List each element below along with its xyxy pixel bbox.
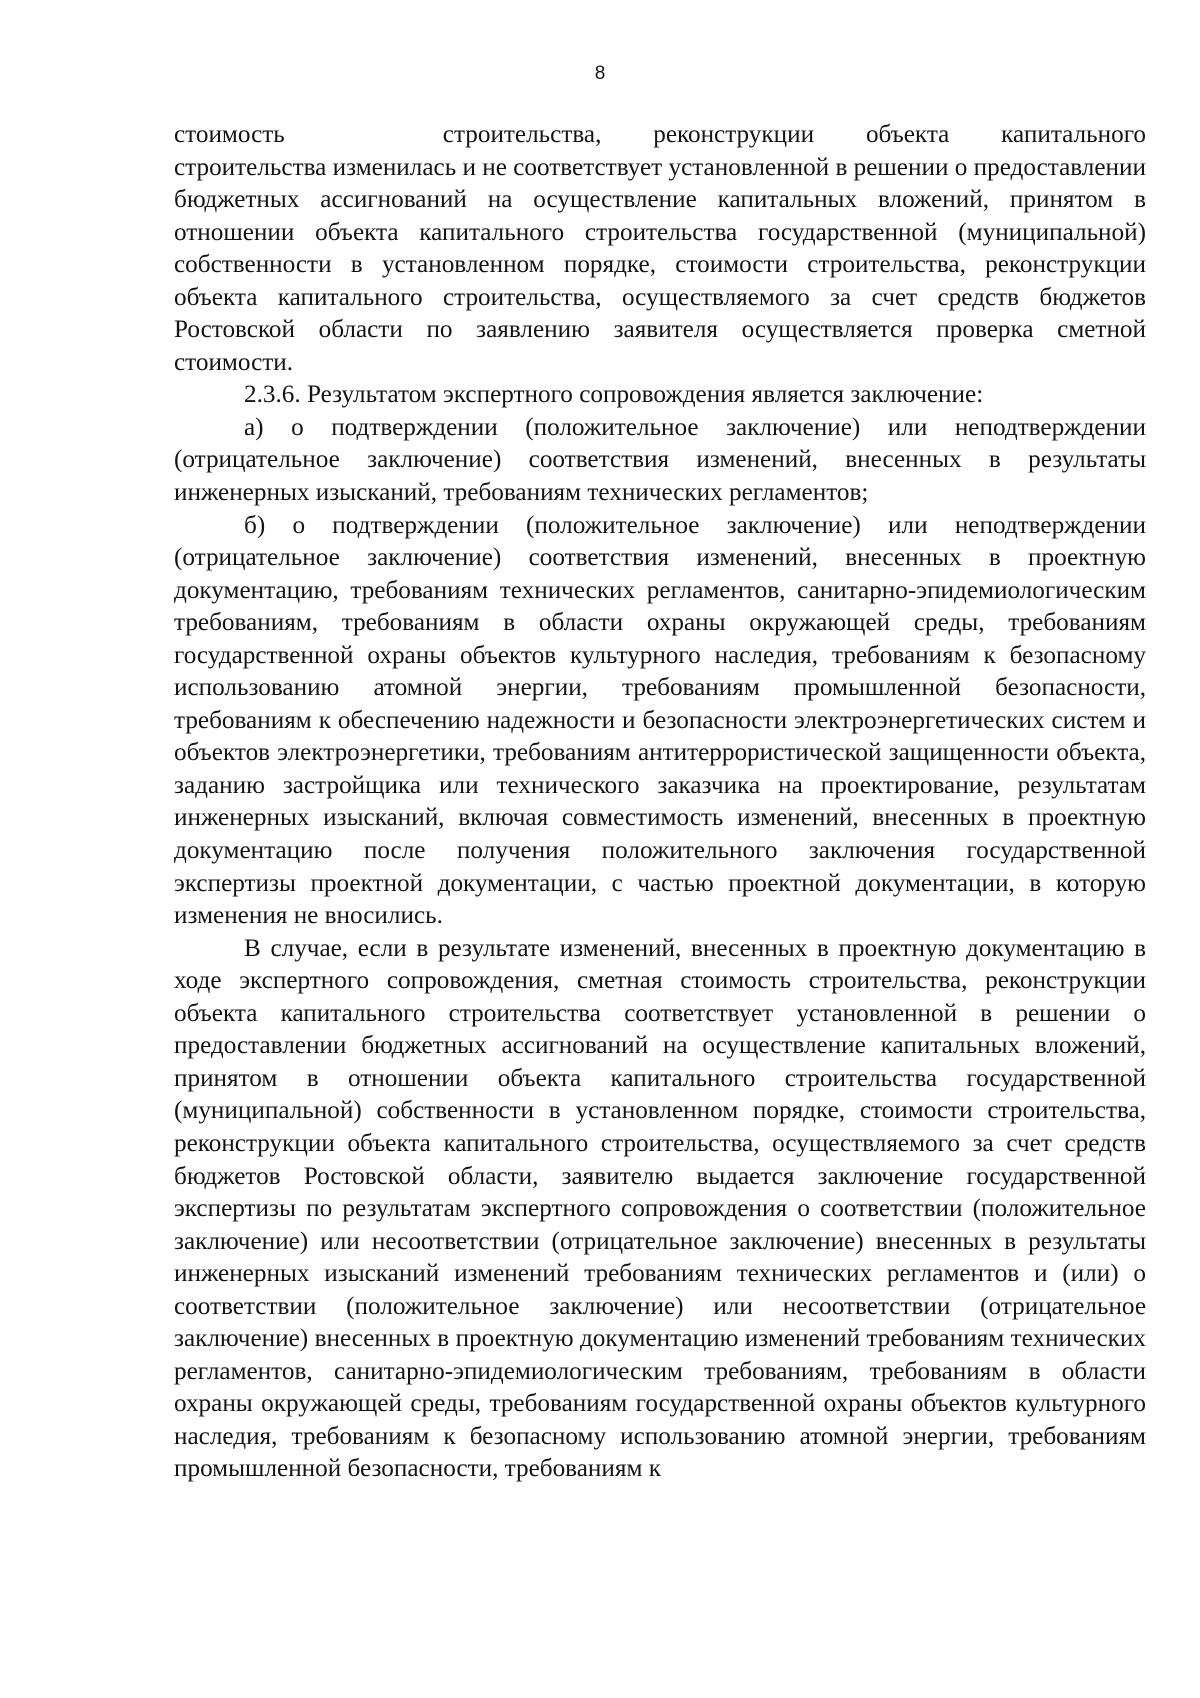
paragraph-item-a: а) о подтверждении (положительное заключение) или неподтверждении (отрицательное заключение) соответствия изменений, внесенных в результаты инженерных изысканий, требованиям технических регламентов; (174, 413, 1146, 507)
paragraph-case: В случае, если в результате изменений, внесенных в проектную документацию в ходе экспертного сопровождения, сметная стоимость строительства, реконструкции объекта капитального строительства соответствует установленной в решении о предоставлении бюджетных ассигнований на осуществление капитальных вложений, принятом в отношении объекта капитального строительства государственной (муниципальной) собственности в установленном порядке, стоимости строительства, реконструкции объекта капитального строительства, осуществляемого за счет средств бюджетов Ростовской области, заявителю выдается заключение государственной экспертизы по результатам экспертного сопровождения о соответствии (положительное заключение) или несоответствии (отрицательное заключение) внесенных в результаты инженерных изысканий изменений требованиям технических регламентов и (или) о соответствии (положительное заключение) или несоответствии (отрицательное заключение) внесенных в проектную документацию изменений требованиям технических регламентов, санитарно-эпидемиологическим требованиям, требованиям в области охраны окружающей среды, требованиям государственной охраны объектов культурного наследия, требованиям к безопасному использованию атомной энергии, требованиям промышленной безопасности, требованиям к (174, 934, 1146, 1483)
page-number: 8 (594, 63, 606, 84)
document-body (174, 119, 1146, 1486)
paragraph-first-word: стоимость (174, 121, 285, 148)
paragraph-item-b: б) о подтверждении (положительное заключение) или неподтверждении (отрицательное заключение) соответствия изменений, внесенных в проектную документацию, требованиям технических регламентов, санитарно-эпидемиологическим требованиям, требованиям в области охраны окружающей среды, требованиям государственной охраны объектов культурного наследия, требованиям к безопасному использованию атомной энергии, требованиям промышленной безопасности, требованиям к обеспечению надежности и безопасности электроэнергетических систем и объектов электроэнергетики, требованиям антитеррористической защищенности объекта, заданию застройщика или технического заказчика на проектирование, результатам инженерных изысканий, включая совместимость изменений, внесенных в проектную документацию после получения положительного заключения государственной экспертизы проектной документации, с частью проектной документации, в которую изменения не вносились. (174, 511, 1146, 930)
paragraph-section-2-3-6: 2.3.6. Результатом экспертного сопровождения является заключение: (244, 381, 984, 409)
paragraph-continuation (174, 119, 1146, 379)
paragraph-continuation-text: строительства, реконструкции объекта капитального строительства изменилась и не соответствует установленной в решении о предоставлении бюджетных ассигнований на осуществление капитальных вложений, принятом в отношении объекта капитального строительства государственной (муниципальной) собственности в установленном порядке, стоимости строительства, реконструкции объекта капитального строительства, осуществляемого за счет средств бюджетов Ростовской области по заявлению заявителя осуществляется проверка сметной стоимости. (174, 121, 1146, 376)
